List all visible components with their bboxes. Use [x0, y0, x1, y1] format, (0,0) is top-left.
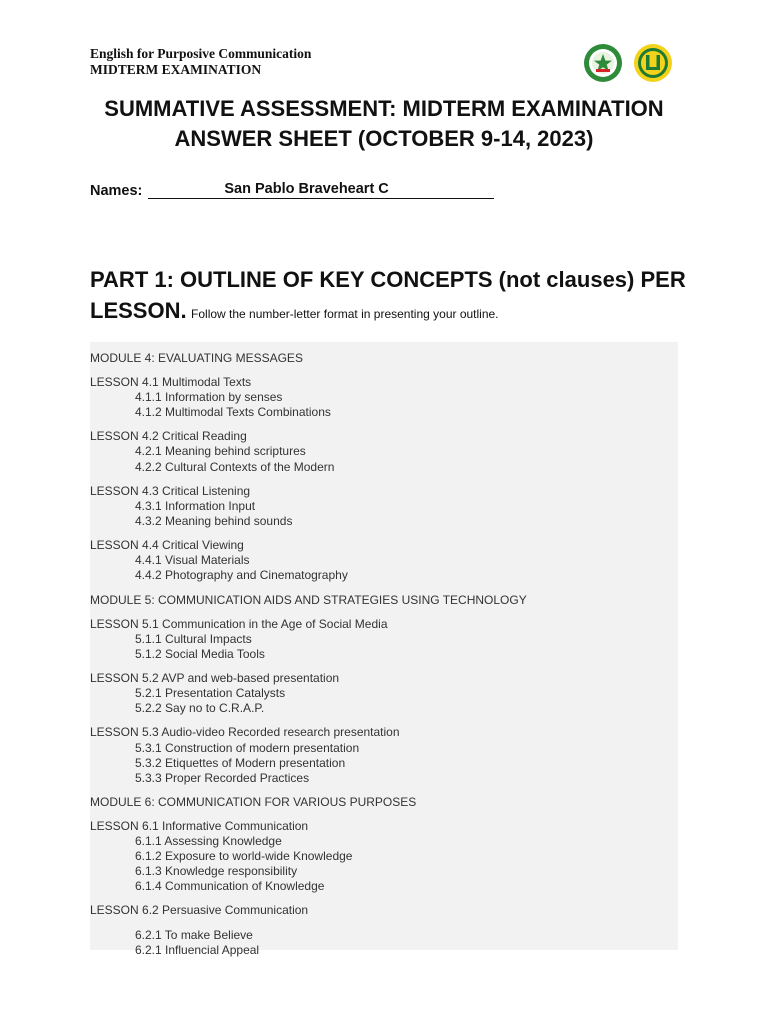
- outline-module: MODULE 4: EVALUATING MESSAGES: [90, 351, 303, 365]
- outline-subitem: 5.3.1 Construction of modern presentation: [135, 741, 360, 755]
- outline-subitem: 4.4.1 Visual Materials: [135, 553, 250, 567]
- outline-lesson: LESSON 5.2 AVP and web-based presentation: [90, 671, 340, 685]
- title-line-1: SUMMATIVE ASSESSMENT: MIDTERM EXAMINATION: [104, 96, 664, 121]
- header-logos: [583, 43, 673, 83]
- outline-module: MODULE 6: COMMUNICATION FOR VARIOUS PURPOSES: [90, 795, 417, 809]
- outline-lesson: LESSON 5.1 Communication in the Age of Social Media: [90, 617, 388, 631]
- outline-subitem: 6.2.1 Influencial Appeal: [135, 943, 260, 957]
- outline-box: [90, 342, 678, 957]
- names-field: [90, 180, 494, 199]
- university-seal-icon: [583, 43, 623, 83]
- college-seal-icon: [633, 43, 673, 83]
- outline-subitem: 4.3.2 Meaning behind sounds: [135, 514, 293, 528]
- names-label: Names:: [90, 183, 143, 199]
- names-value: San Pablo Braveheart C: [148, 180, 494, 199]
- outline-subitem: 4.4.2 Photography and Cinematography: [135, 568, 348, 582]
- outline-subitem: 5.1.1 Cultural Impacts: [135, 632, 252, 646]
- outline-subitem: 6.1.4 Communication of Knowledge: [135, 879, 325, 893]
- part-heading-line-2: LESSON.: [90, 298, 187, 323]
- outline-subitem: 5.1.2 Social Media Tools: [135, 647, 265, 661]
- outline-subitem: 5.3.3 Proper Recorded Practices: [135, 771, 310, 785]
- outline-module: MODULE 5: COMMUNICATION AIDS AND STRATEGIES USING TECHNOLOGY: [90, 593, 527, 607]
- outline-subitem: 6.1.1 Assessing Knowledge: [135, 834, 282, 848]
- part-heading-line-1: PART 1: OUTLINE OF KEY CONCEPTS (not clauses) PER: [90, 267, 686, 292]
- outline-subitem: 4.2.2 Cultural Contexts of the Modern: [135, 460, 335, 474]
- outline-lesson: LESSON 5.3 Audio-video Recorded research presentation: [90, 725, 400, 739]
- outline-subitem: 4.1.2 Multimodal Texts Combinations: [135, 405, 331, 419]
- course-title: English for Purposive Communication: [90, 46, 312, 61]
- outline-subitem: 4.3.1 Information Input: [135, 499, 256, 513]
- outline-lesson: LESSON 4.1 Multimodal Texts: [90, 375, 252, 389]
- part-instruction: Follow the number-letter format in presenting your outline.: [191, 307, 499, 321]
- outline-subitem: 6.1.3 Knowledge responsibility: [135, 864, 298, 878]
- outline-subitem: 5.3.2 Etiquettes of Modern presentation: [135, 756, 346, 770]
- outline-subitem: 4.1.1 Information by senses: [135, 390, 283, 404]
- part-heading: [90, 264, 690, 326]
- document-header: [90, 46, 311, 78]
- title-line-2: ANSWER SHEET (OCTOBER 9-14, 2023): [174, 126, 594, 151]
- exam-label: MIDTERM EXAMINATION: [90, 62, 262, 77]
- outline-subitem: 6.2.1 To make Believe: [135, 928, 253, 942]
- outline-subitem: 6.1.2 Exposure to world-wide Knowledge: [135, 849, 353, 863]
- outline-subitem: 5.2.2 Say no to C.R.A.P.: [135, 701, 265, 715]
- outline-subitem: 5.2.1 Presentation Catalysts: [135, 686, 286, 700]
- outline-lesson: LESSON 6.2 Persuasive Communication: [90, 903, 309, 917]
- outline-lesson: LESSON 6.1 Informative Communication: [90, 819, 309, 833]
- outline-lesson: LESSON 4.4 Critical Viewing: [90, 538, 244, 552]
- outline-lesson: LESSON 4.2 Critical Reading: [90, 429, 247, 443]
- outline-subitem: 4.2.1 Meaning behind scriptures: [135, 444, 306, 458]
- page-title: [0, 94, 768, 154]
- outline-lesson: LESSON 4.3 Critical Listening: [90, 484, 251, 498]
